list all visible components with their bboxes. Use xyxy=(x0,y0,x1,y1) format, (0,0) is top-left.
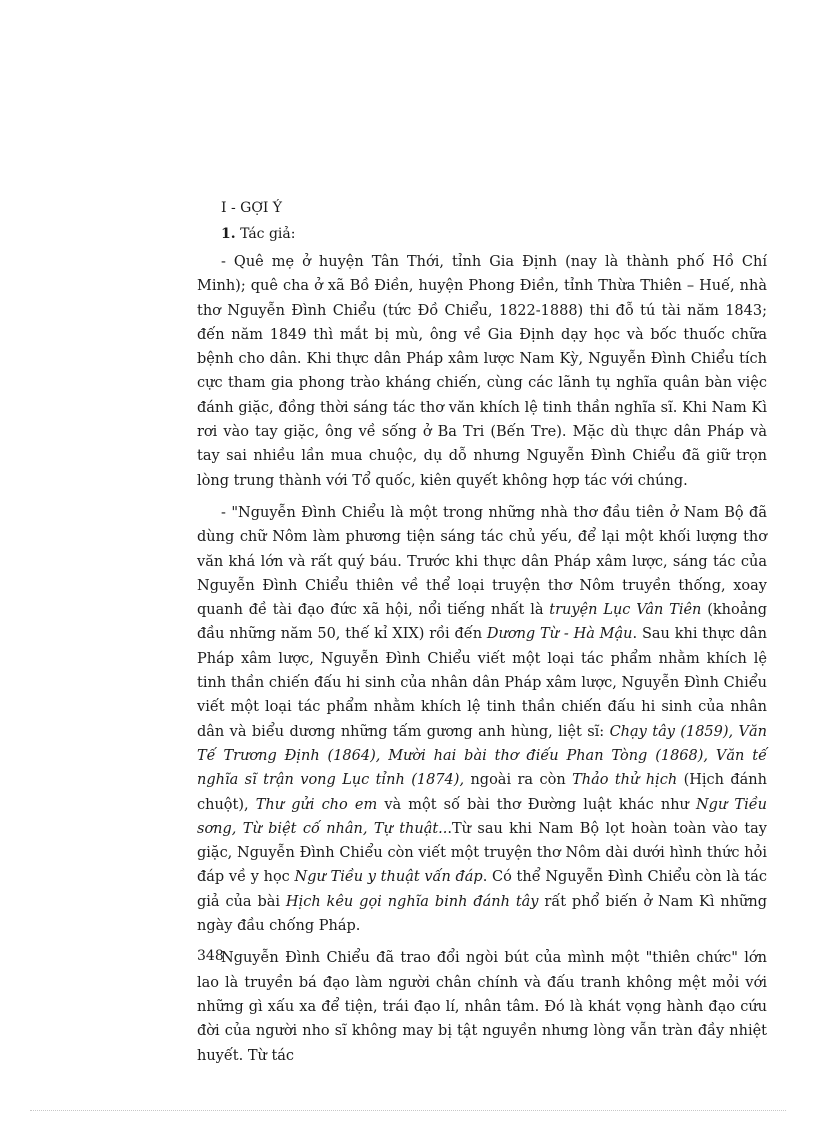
page-number: 348 xyxy=(197,948,224,964)
works-text-1: - "Nguyễn Đình Chiểu là một trong những nhà thơ đầu tiên ở Nam Bộ đã dùng chữ Nôm làm phương tiện sáng tác chủ yếu, để lại một khối lượng thơ văn khá lớn và rất quý báu. Trước khi thực dân Pháp xâm lược, sáng tác của Nguyễn Đình Chiểu thiên về thể loại truyện thơ Nôm truyền thống, xoay quanh đề tài đạo đức xã hội, nổi tiếng nhất là xyxy=(197,504,767,619)
paragraph-author-works xyxy=(197,501,767,938)
works-text-9: rất phổ biến ở Nam Kì những ngày đầu chống Pháp. xyxy=(197,893,767,935)
work-title-ngu-tieu-y-thuat: Ngư Tiều y thuật vấn đáp xyxy=(294,869,483,886)
works-text-6: và một số bài thơ Đường luật khác như xyxy=(377,796,696,813)
work-titles-duong-luat: Ngư Tiều sơng, Từ biệt cố nhân, Tự thuật.. xyxy=(197,796,767,837)
work-title-thao-thu-hich: Thảo thử hịch xyxy=(572,772,678,789)
subsection-number: 1. xyxy=(221,226,236,242)
work-title-duong-tu-ha-mau: Dương Từ - Hà Mậu xyxy=(486,626,633,643)
work-titles-patriotic: Chạy tây (1859), Văn Tế Trương Định (1864), Mười hai bài thơ điếu Phan Tòng (1868), Văn tế nghĩa sĩ trận vong Lục tỉnh (1874), xyxy=(197,723,767,789)
works-text-8: . Có thể Nguyễn Đình Chiểu còn là tác giả của bài xyxy=(197,869,768,910)
works-text-3: . Sau khi thực dân Pháp xâm lược, Nguyễn Đình Chiểu viết một loại tác phẩm nhằm khích lệ tinh thần chiến đấu hi sinh của nhân dân Pháp xâm lược, Nguyễn Đình Chiểu viết một loại tác phẩm nhằm khích lệ tinh thần chiến đấu hi sinh của nhân dân và biểu dương những tấm gương anh hùng, liệt sĩ: xyxy=(197,626,767,740)
works-text-7: .Từ sau khi Nam Bộ lọt hoàn toàn vào tay giặc, Nguyễn Đình Chiểu còn viết một truyện thơ Nôm dài dưới hình thức hỏi đáp về y học xyxy=(197,820,767,886)
work-title-hich-keu-goi: Hịch kêu gọi nghĩa binh đánh tây xyxy=(285,893,539,910)
works-text-2: (khoảng đầu những năm 50, thế kỉ XIX) rồi đến xyxy=(197,602,767,643)
works-text-4: ngoài ra còn xyxy=(464,772,573,789)
works-text-5: (Hịch đánh chuột), xyxy=(197,772,767,813)
page-body xyxy=(197,196,767,1068)
subsection-heading xyxy=(221,222,767,246)
subsection-title: Tác giả: xyxy=(240,226,296,242)
paragraph-author-mission: Nguyễn Đình Chiểu đã trao đổi ngòi bút của mình một "thiên chức" lớn lao là truyền bá đạo làm người chân chính và đấu tranh không mệt mỏi với những gì xấu xa để tiện, trái đạo lí, nhân tâm. Đó là khát vọng hành đạo cứu đời của người nho sĩ không may bị tật nguyền nhưng lòng vẫn tràn đầy nhiệt huyết. Từ tác xyxy=(197,950,767,1064)
work-title-luc-van-tien: truyện Lục Vân Tiên xyxy=(549,602,702,619)
footer-divider xyxy=(30,1110,786,1111)
work-title-thu-gui-cho-em: Thư gửi cho em xyxy=(255,796,378,813)
paragraph-author-biography: - Quê mẹ ở huyện Tân Thới, tỉnh Gia Định (nay là thành phố Hồ Chí Minh); quê cha ở xã Bồ Điền, huyện Phong Điền, tỉnh Thừa Thiên – Huế, nhà thơ Nguyễn Đình Chiểu (tức Đồ Chiểu, 1822-1888) thi đỗ tú tài năm 1843; đến năm 1849 thì mắt bị mù, ông về Gia Định dạy học và bốc thuốc chữa bệnh cho dân. Khi thực dân Pháp xâm lược Nam Kỳ, Nguyễn Đình Chiểu tích cực tham gia phong trào kháng chiến, cùng các lãnh tụ nghĩa quân bàn việc đánh giặc, đồng thời sáng tác thơ văn khích lệ tinh thần nghĩa sĩ. Khi Nam Kì rơi vào tay giặc, ông về sống ở Ba Tri (Bến Tre). Mặc dù thực dân Pháp và tay sai nhiều lần mua chuộc, dụ dỗ nhưng Nguyễn Đình Chiểu đã giữ trọn lòng trung thành với Tổ quốc, kiên quyết không hợp tác với chúng. xyxy=(197,254,767,489)
section-heading: I - GỢI Ý xyxy=(221,200,283,216)
